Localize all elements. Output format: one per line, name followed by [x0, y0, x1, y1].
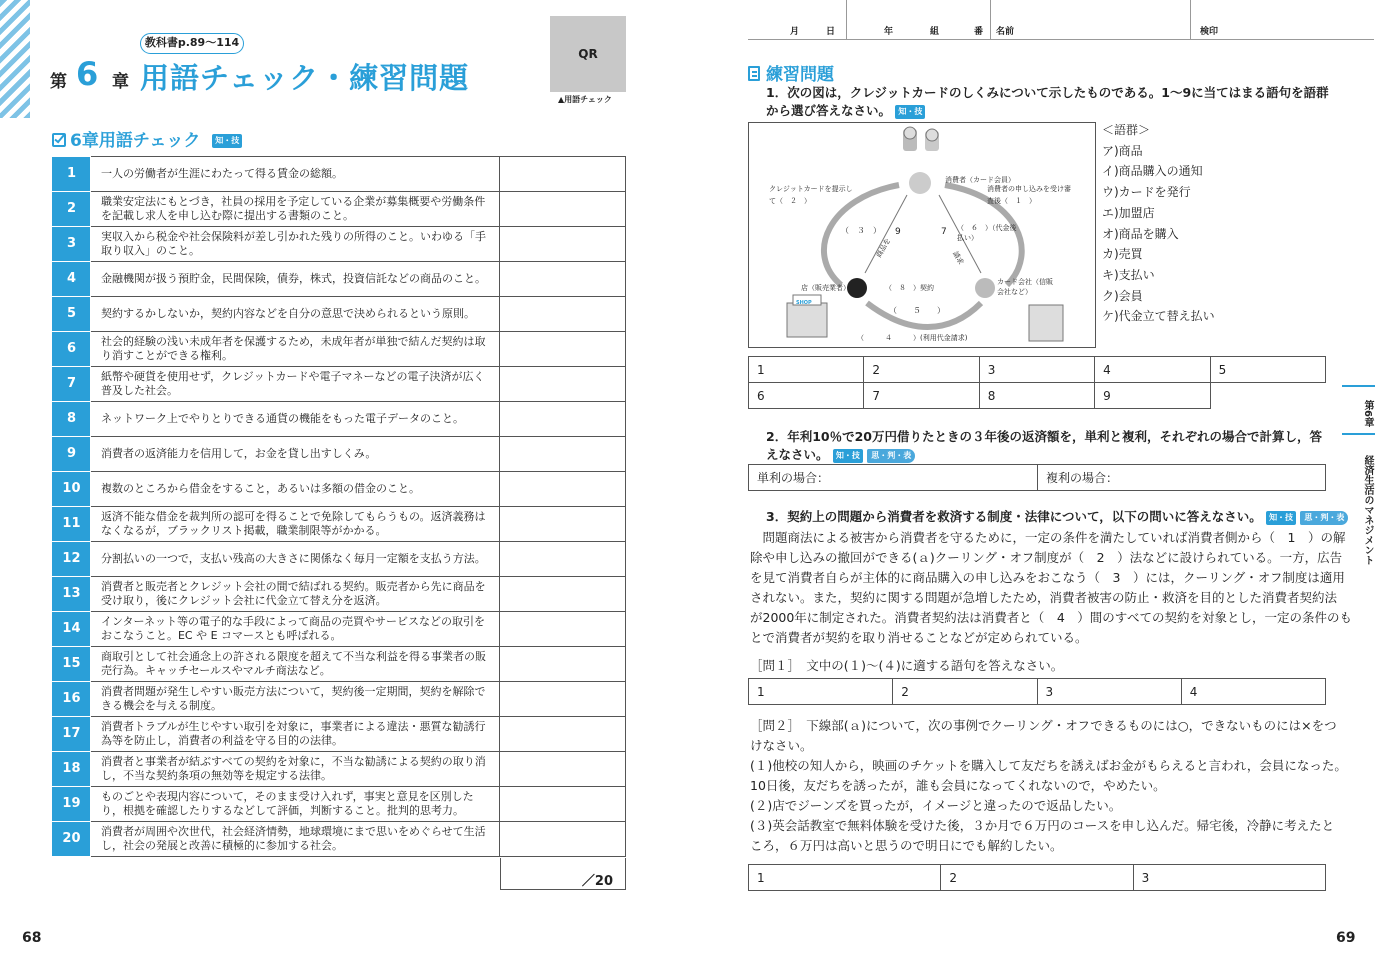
answer-cell[interactable]: 9 — [1095, 383, 1210, 409]
side-tab-title: 経済生活のマネジメント — [1362, 455, 1373, 565]
answer-cell[interactable]: 4 — [1181, 679, 1325, 705]
answer-cell[interactable]: 2 — [864, 357, 979, 383]
q2-answer-table — [748, 464, 1326, 491]
term-description: ものごとや表現内容について，そのまま受け入れず，事実と意見を区別したり，根拠を確認したりするなどして評価，判断すること。批判的思考力。 — [90, 787, 499, 822]
class-label: 組 — [930, 27, 940, 37]
ask2-line: (３)英会話教室で無料体験を受けた後，３か月で６万円のコースを申し込んだ。帰宅後，冷静に考えたと — [750, 818, 1335, 833]
corner-stripes — [0, 0, 30, 118]
term-row — [53, 297, 626, 332]
term-number: 17 — [53, 717, 91, 752]
store-label: 店（販売業者） — [801, 284, 850, 292]
label-7: 7 — [941, 227, 947, 237]
label-4: （ ４ ）(利用代金請求) — [857, 334, 968, 342]
chapter-prefix: 第 — [50, 72, 67, 92]
answer-cell[interactable]: 1 — [749, 865, 941, 891]
term-description: 職業安定法にもとづき，社員の採用を予定している企業が募集概要や労働条件を記載し求人を申し込む際に提出する書類のこと。 — [90, 192, 499, 227]
term-description: 商取引として社会通念上の許される限度を超えて不当な利益を得る事業者の販売行為。キャッチセールスやマルチ商法など。 — [90, 647, 499, 682]
answer-cell[interactable]: 1 — [749, 357, 864, 383]
term-description: 消費者の返済能力を信用して，お金を貸し出すしくみ。 — [90, 437, 499, 472]
term-answer-field[interactable] — [500, 717, 626, 752]
term-row — [53, 612, 626, 647]
paragraph-line: を見て消費者自らが主体的に商品購入の申し込みをおこなう（ 3 ）には，クーリング・オフ制度は適用 — [750, 570, 1345, 585]
word-bank-item: エ)加盟店 — [1102, 205, 1155, 220]
term-answer-field[interactable] — [500, 507, 626, 542]
term-description: 消費者と事業者が結ぶすべての契約を対象に，不当な勧誘による契約の取り消し，不当な契約条項の無効等を規定する法律。 — [90, 752, 499, 787]
term-number: 6 — [53, 332, 91, 367]
term-number: 16 — [53, 682, 91, 717]
compound-interest-field[interactable]: 複利の場合： — [1038, 465, 1326, 491]
term-description: 契約するかしないか，契約内容などを自分の意思で決められるという原則。 — [90, 297, 499, 332]
q3-ask1-answer-table — [748, 678, 1326, 705]
ask2-line: ［問２］ 下線部(ａ)について，次の事例でクーリング・オフできるものには○，できないものには×をつ — [750, 718, 1337, 733]
label-6: （ ６ ）（代金後払い） — [957, 224, 1017, 242]
term-number: 9 — [53, 437, 91, 472]
term-row — [53, 752, 626, 787]
term-row — [53, 822, 626, 857]
term-answer-field[interactable] — [500, 647, 626, 682]
term-row — [53, 787, 626, 822]
q3-text: 3．契約上の問題から消費者を救済する制度・法律について，以下の問いに答えなさい。 知・技 思・判・表 — [766, 508, 1331, 526]
term-number: 18 — [53, 752, 91, 787]
term-answer-field[interactable] — [500, 752, 626, 787]
term-answer-field[interactable] — [500, 542, 626, 577]
side-tab-chapter: 第6章 — [1362, 399, 1373, 427]
term-number: 15 — [53, 647, 91, 682]
paragraph-line: とで消費者が契約を取り消せることなどが定められている。 — [750, 630, 1088, 645]
month-label: 月 — [790, 27, 800, 37]
textbook-ref-badge: 教科書p.89～114 — [140, 33, 244, 54]
term-answer-field[interactable] — [500, 262, 626, 297]
arrow-left-label: 商品を — [874, 236, 893, 260]
term-row — [53, 647, 626, 682]
term-number: 7 — [53, 367, 91, 402]
term-answer-field[interactable] — [500, 472, 626, 507]
answer-cell[interactable]: 3 — [979, 357, 1094, 383]
answer-cell[interactable]: 4 — [1095, 357, 1210, 383]
term-answer-field[interactable] — [500, 367, 626, 402]
answer-cell[interactable]: 1 — [749, 679, 893, 705]
term-description: 分割払いの一つで，支払い残高の大きさに関係なく毎月一定額を支払う方法。 — [90, 542, 499, 577]
term-answer-field[interactable] — [500, 332, 626, 367]
answer-cell[interactable]: 5 — [1210, 357, 1325, 383]
arrow-right-label: 請求 — [951, 249, 965, 267]
term-description: 社会的経験の浅い未成年者を保護するため，未成年者が単独で結んだ契約は取り消すことができる権利。 — [90, 332, 499, 367]
word-bank-item: ウ)カードを発行 — [1102, 185, 1191, 200]
student-info-header — [748, 0, 1374, 40]
chapter-title: 用語チェック・練習問題 — [140, 61, 470, 95]
term-number: 5 — [53, 297, 91, 332]
term-number: 2 — [53, 192, 91, 227]
term-row — [53, 472, 626, 507]
term-number: 13 — [53, 577, 91, 612]
name-label: 名前 — [996, 27, 1015, 37]
q1-tag: 知・技 — [895, 105, 925, 119]
term-check-section-title: 6章用語チェック 知・技 — [52, 126, 242, 151]
label-1: 消費者の申し込みを受け審査後（ １ ） — [987, 185, 1071, 205]
term-answer-field[interactable] — [500, 297, 626, 332]
term-number: 10 — [53, 472, 91, 507]
term-row — [53, 437, 626, 472]
q1-text: 1．次の図は，クレジットカードのしくみについて示したものである。1～9に当てはまる語句を語群から選び答えなさい。 知・技 — [766, 85, 1329, 118]
paragraph-line: されない。また，契約に関する問題が急増したため，消費者被害の防止・救済を目的とした消費者契約法 — [750, 590, 1338, 605]
answer-cell[interactable]: 6 — [749, 383, 864, 409]
label-9: 9 — [895, 227, 901, 237]
answer-cell[interactable]: 8 — [979, 383, 1094, 409]
term-answer-field[interactable] — [500, 612, 626, 647]
qr-code-placeholder[interactable]: QR — [550, 16, 626, 92]
ask2-line: (２)店でジーンズを買ったが，イメージと違ったので返品したい。 — [750, 798, 1122, 813]
term-answer-field[interactable] — [500, 437, 626, 472]
number-label: 番 — [974, 27, 984, 37]
q1-answer-table — [748, 356, 1326, 409]
term-number: 12 — [53, 542, 91, 577]
empty-cell — [1210, 383, 1325, 409]
term-row — [53, 262, 626, 297]
q3-ask2 — [750, 716, 1347, 856]
word-bank-item: ケ)代金立て替え払い — [1102, 309, 1215, 324]
q2-tag-knowledge: 知・技 — [833, 449, 863, 463]
term-row — [53, 367, 626, 402]
exercise-section-title: 練習問題 — [748, 60, 834, 85]
term-description: 実収入から税金や社会保険料が差し引かれた残りの所得のこと。いわゆる「手取り収入」のこと。 — [90, 227, 499, 262]
ask2-line: ころ，６万円は高いと思うので明日にでも解約したい。 — [750, 838, 1063, 853]
simple-interest-field[interactable]: 単利の場合： — [749, 465, 1038, 491]
answer-cell[interactable]: 3 — [1037, 679, 1181, 705]
word-bank-item: オ)商品を購入 — [1102, 226, 1179, 241]
term-description: 一人の労働者が生涯にわたって得る賃金の総額。 — [90, 157, 499, 192]
label-3: （ ３ ） — [841, 226, 881, 235]
term-check-table — [52, 156, 626, 857]
paragraph-line: が2000年に制定された。消費者契約法は消費者と（ 4 ）間のすべての契約を対象とし，一定の条件のも — [750, 610, 1353, 625]
chapter-suffix: 章 — [112, 72, 129, 92]
term-row — [53, 717, 626, 752]
term-answer-field[interactable] — [500, 192, 626, 227]
term-answer-field[interactable] — [500, 787, 626, 822]
score-box: ／20 — [500, 858, 626, 890]
consumer-label: 消費者（カード会員） — [945, 176, 1015, 184]
term-answer-field[interactable] — [500, 822, 626, 857]
term-row — [53, 577, 626, 612]
term-description: ネットワーク上でやりとりできる通貨の機能をもった電子データのこと。 — [90, 402, 499, 437]
answer-cell[interactable]: 2 — [893, 679, 1037, 705]
knowledge-tag: 知・技 — [212, 134, 242, 148]
day-label: 日 — [826, 27, 836, 37]
term-row — [53, 227, 626, 262]
term-row — [53, 332, 626, 367]
answer-cell[interactable]: 3 — [1133, 865, 1325, 891]
q3-tag-knowledge: 知・技 — [1266, 511, 1296, 525]
credit-card-diagram — [748, 122, 1096, 348]
term-number: 3 — [53, 227, 91, 262]
term-description: 消費者問題が発生しやすい販売方法について，契約後一定期間，契約を解除できる機会を与える制度。 — [90, 682, 499, 717]
page-number-right: 69 — [1336, 930, 1356, 946]
q3-tag-thinking: 思・判・表 — [1300, 511, 1348, 525]
term-answer-field[interactable] — [500, 227, 626, 262]
term-description: 紙幣や硬貨を使用せず，クレジットカードや電子マネーなどの電子決済が広く普及した社会。 — [90, 367, 499, 402]
word-bank-item: ア)商品 — [1102, 143, 1143, 158]
year-label: 年 — [884, 27, 894, 37]
term-number: 19 — [53, 787, 91, 822]
shop-sign: SHOP — [796, 300, 812, 306]
term-answer-field[interactable] — [500, 402, 626, 437]
qr-caption: ▲用語チェック — [558, 95, 612, 104]
word-bank — [1102, 120, 1215, 327]
q3-ask1: ［問１］ 文中の(１)～(４)に適する語句を答えなさい。 — [750, 658, 1064, 673]
chapter-number: 6 — [76, 55, 99, 93]
word-bank-item: ク)会員 — [1102, 288, 1143, 303]
term-description: インターネット等の電子的な手段によって商品の売買やサービスなどの取引をおこなうこと。EC や E コマースとも呼ばれる。 — [90, 612, 499, 647]
paragraph-line: 除や申し込みの撤回ができる(ａ)クーリング・オフ制度が（ 2 ）法などに設けられている。一方，広告 — [750, 550, 1343, 565]
ask2-line: 10日後，友だちを誘ったが，誰も会員になってくれないので，やめたい。 — [750, 778, 1166, 793]
word-bank-item: キ)支払い — [1102, 267, 1155, 282]
term-number: 11 — [53, 507, 91, 542]
term-row — [53, 402, 626, 437]
term-number: 8 — [53, 402, 91, 437]
term-row — [53, 157, 626, 192]
card-company-label: カード会社（信販会社など） — [997, 278, 1053, 296]
word-bank-item: カ)売買 — [1102, 247, 1143, 262]
stamp-label: 検印 — [1200, 27, 1219, 37]
term-description: 消費者トラブルが生じやすい取引を対象に，事業者による違法・悪質な勧誘行為等を防止し，消費者の利益を守る目的の法律。 — [90, 717, 499, 752]
paragraph-line: 問題商法による被害から消費者を守るために，一定の条件を満たしていれば消費者側から（ 1 ）の解 — [750, 530, 1346, 545]
checkbox-icon — [52, 133, 66, 147]
chapter-side-tab — [1342, 385, 1375, 575]
q3-ask2-answer-table — [748, 864, 1326, 891]
term-row — [53, 507, 626, 542]
q3-paragraph — [750, 528, 1353, 648]
term-answer-field[interactable] — [500, 157, 626, 192]
term-description: 返済不能な借金を裁判所の認可を得ることで免除してもらうもの。返済義務はなくなるが，ブラックリスト掲載，職業制限等がかかる。 — [90, 507, 499, 542]
term-description: 金融機関が扱う預貯金，民間保険，債券，株式，投資信託などの商品のこと。 — [90, 262, 499, 297]
term-description: 消費者と販売者とクレジット会社の間で結ばれる契約。販売者から先に商品を受け取り，後にクレジット会社に代金立て替え分を返済。 — [90, 577, 499, 612]
answer-cell[interactable]: 2 — [941, 865, 1133, 891]
page-number-left: 68 — [22, 930, 42, 946]
ask2-line: (１)他校の知人から，映画のチケットを購入して友だちを誘えばお金がもらえると言われ，会員になった。 — [750, 758, 1347, 773]
label-8: （ ８ ）契約 — [885, 284, 934, 292]
term-answer-field[interactable] — [500, 577, 626, 612]
label-2: クレジットカードを提示して（ ２ ） — [769, 185, 853, 205]
term-answer-field[interactable] — [500, 682, 626, 717]
term-description: 消費者が周囲や次世代，社会経済情勢，地球環境にまで思いをめぐらせて生活し，社会の発展と改善に積極的に参加する社会。 — [90, 822, 499, 857]
term-row — [53, 542, 626, 577]
term-number: 14 — [53, 612, 91, 647]
label-5: （ ５ ） — [889, 306, 945, 315]
term-number: 20 — [53, 822, 91, 857]
answer-cell[interactable]: 7 — [864, 383, 979, 409]
term-number: 1 — [53, 157, 91, 192]
ask2-line: けなさい。 — [750, 738, 813, 753]
q2-tag-thinking: 思・判・表 — [867, 449, 915, 463]
word-bank-item: イ)商品購入の通知 — [1102, 164, 1203, 179]
document-icon — [748, 66, 760, 81]
term-row — [53, 192, 626, 227]
term-description: 複数のところから借金をすること，あるいは多額の借金のこと。 — [90, 472, 499, 507]
word-bank-title: ＜語群＞ — [1102, 123, 1151, 137]
term-row — [53, 682, 626, 717]
q2-text: 2．年利10％で20万円借りたときの３年後の返済額を，単利と複利，それぞれの場合で計算し，答えなさい。 知・技 思・判・表 — [766, 429, 1322, 462]
term-number: 4 — [53, 262, 91, 297]
